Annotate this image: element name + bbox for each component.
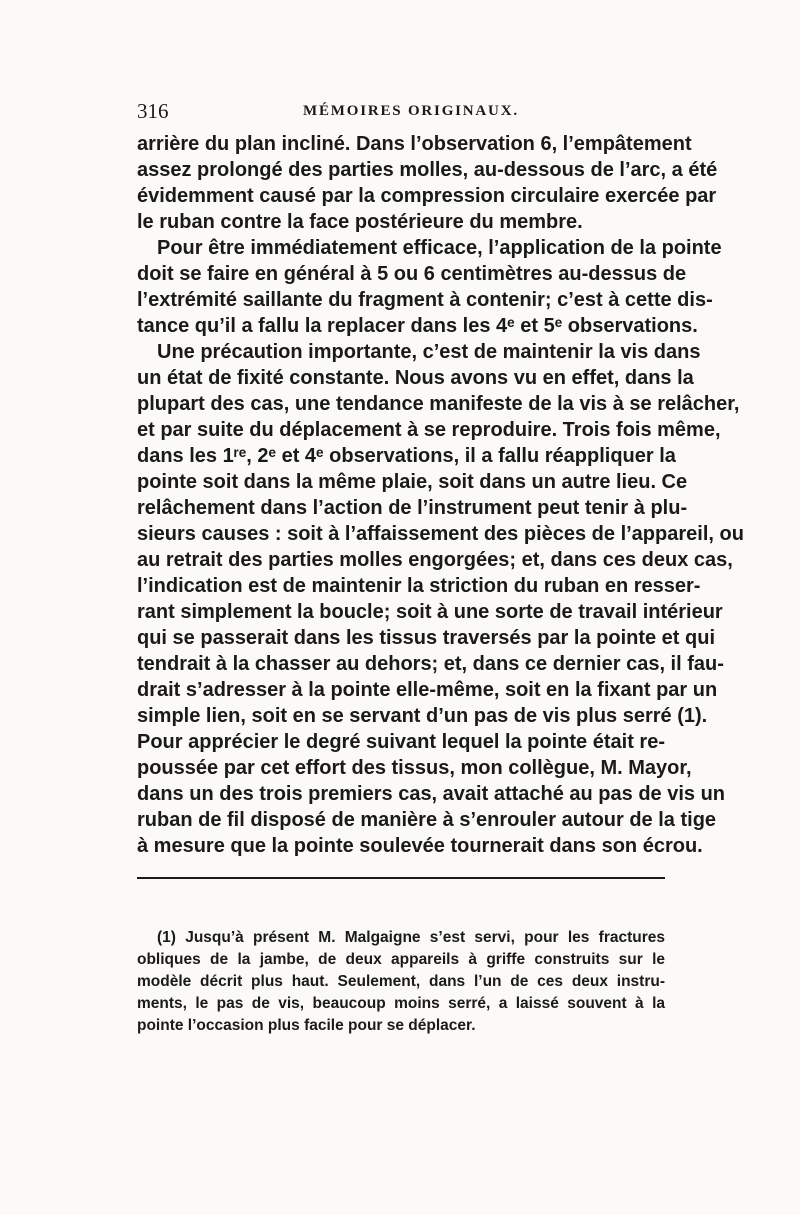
body-line: Une précaution importante, c’est de maintenir la vis dans bbox=[157, 341, 701, 363]
body-line: et par suite du déplacement à se reproduire. Trois fois même, bbox=[137, 419, 721, 441]
footnote-line: (1) Jusqu’à présent M. Malgaigne s’est servi, pour les fractures bbox=[157, 929, 665, 946]
body-line: qui se passerait dans les tissus traversés par la pointe et qui bbox=[137, 627, 716, 649]
body-line: l’indication est de maintenir la striction du ruban en resser- bbox=[137, 575, 701, 597]
footnote-line: modèle décrit plus haut. Seulement, dans l’un de ces deux instru- bbox=[137, 973, 665, 990]
footnote-separator bbox=[137, 877, 665, 879]
body-line: arrière du plan incliné. Dans l’observation 6, l’empâtement bbox=[137, 133, 692, 155]
body-line: à mesure que la pointe soulevée tournerait dans son écrou. bbox=[137, 835, 703, 857]
footnote-line: pointe l’occasion plus facile pour se déplacer. bbox=[137, 1017, 476, 1034]
footnote-line: ments, le pas de vis, beaucoup moins serré, a laissé souvent à la bbox=[137, 995, 665, 1012]
body-text bbox=[137, 131, 744, 859]
body-line: pointe soit dans la même plaie, soit dans un autre lieu. Ce bbox=[137, 471, 688, 493]
body-line: dans un des trois premiers cas, avait attaché au pas de vis un bbox=[137, 783, 726, 805]
footnote bbox=[137, 927, 665, 1037]
body-line: assez prolongé des parties molles, au-dessous de l’arc, a été bbox=[137, 159, 718, 181]
body-line: l’extrémité saillante du fragment à contenir; c’est à cette dis- bbox=[137, 289, 713, 311]
body-line: ruban de fil disposé de manière à s’enrouler autour de la tige bbox=[137, 809, 717, 831]
body-line: poussée par cet effort des tissus, mon collègue, M. Mayor, bbox=[137, 757, 692, 779]
body-line: Pour être immédiatement efficace, l’application de la pointe bbox=[157, 237, 722, 259]
body-line: le ruban contre la face postérieure du membre. bbox=[137, 211, 583, 233]
page-header bbox=[137, 98, 665, 128]
body-line: sieurs causes : soit à l’affaissement des pièces de l’appareil, ou bbox=[137, 523, 744, 545]
page-number: 316 bbox=[137, 99, 169, 123]
body-line: tance qu’il a fallu la replacer dans les 4ᵉ et 5ᵉ observations. bbox=[137, 315, 698, 337]
body-line: tendrait à la chasser au dehors; et, dans ce dernier cas, il fau- bbox=[137, 653, 724, 675]
footnote-line: obliques de la jambe, de deux appareils à griffe construits sur le bbox=[137, 951, 665, 968]
body-line: plupart des cas, une tendance manifeste de la vis à se relâcher, bbox=[137, 393, 740, 415]
body-line: dans les 1ʳᵉ, 2ᵉ et 4ᵉ observations, il a fallu réappliquer la bbox=[137, 445, 676, 467]
body-line: relâchement dans l’action de l’instrument peut tenir à plu- bbox=[137, 497, 688, 519]
body-line: doit se faire en général à 5 ou 6 centimètres au-dessus de bbox=[137, 263, 687, 285]
body-line: au retrait des parties molles engorgées; et, dans ces deux cas, bbox=[137, 549, 733, 571]
body-line: Pour apprécier le degré suivant lequel la pointe était re- bbox=[137, 731, 665, 753]
body-line: évidemment causé par la compression circulaire exercée par bbox=[137, 185, 717, 207]
body-line: simple lien, soit en se servant d’un pas de vis plus serré (1). bbox=[137, 705, 708, 727]
body-line: rant simplement la boucle; soit à une sorte de travail intérieur bbox=[137, 601, 723, 623]
body-line: drait s’adresser à la pointe elle-même, soit en la fixant par un bbox=[137, 679, 718, 701]
body-line: un état de fixité constante. Nous avons vu en effet, dans la bbox=[137, 367, 694, 389]
running-title: MÉMOIRES ORIGINAUX. bbox=[303, 103, 519, 119]
